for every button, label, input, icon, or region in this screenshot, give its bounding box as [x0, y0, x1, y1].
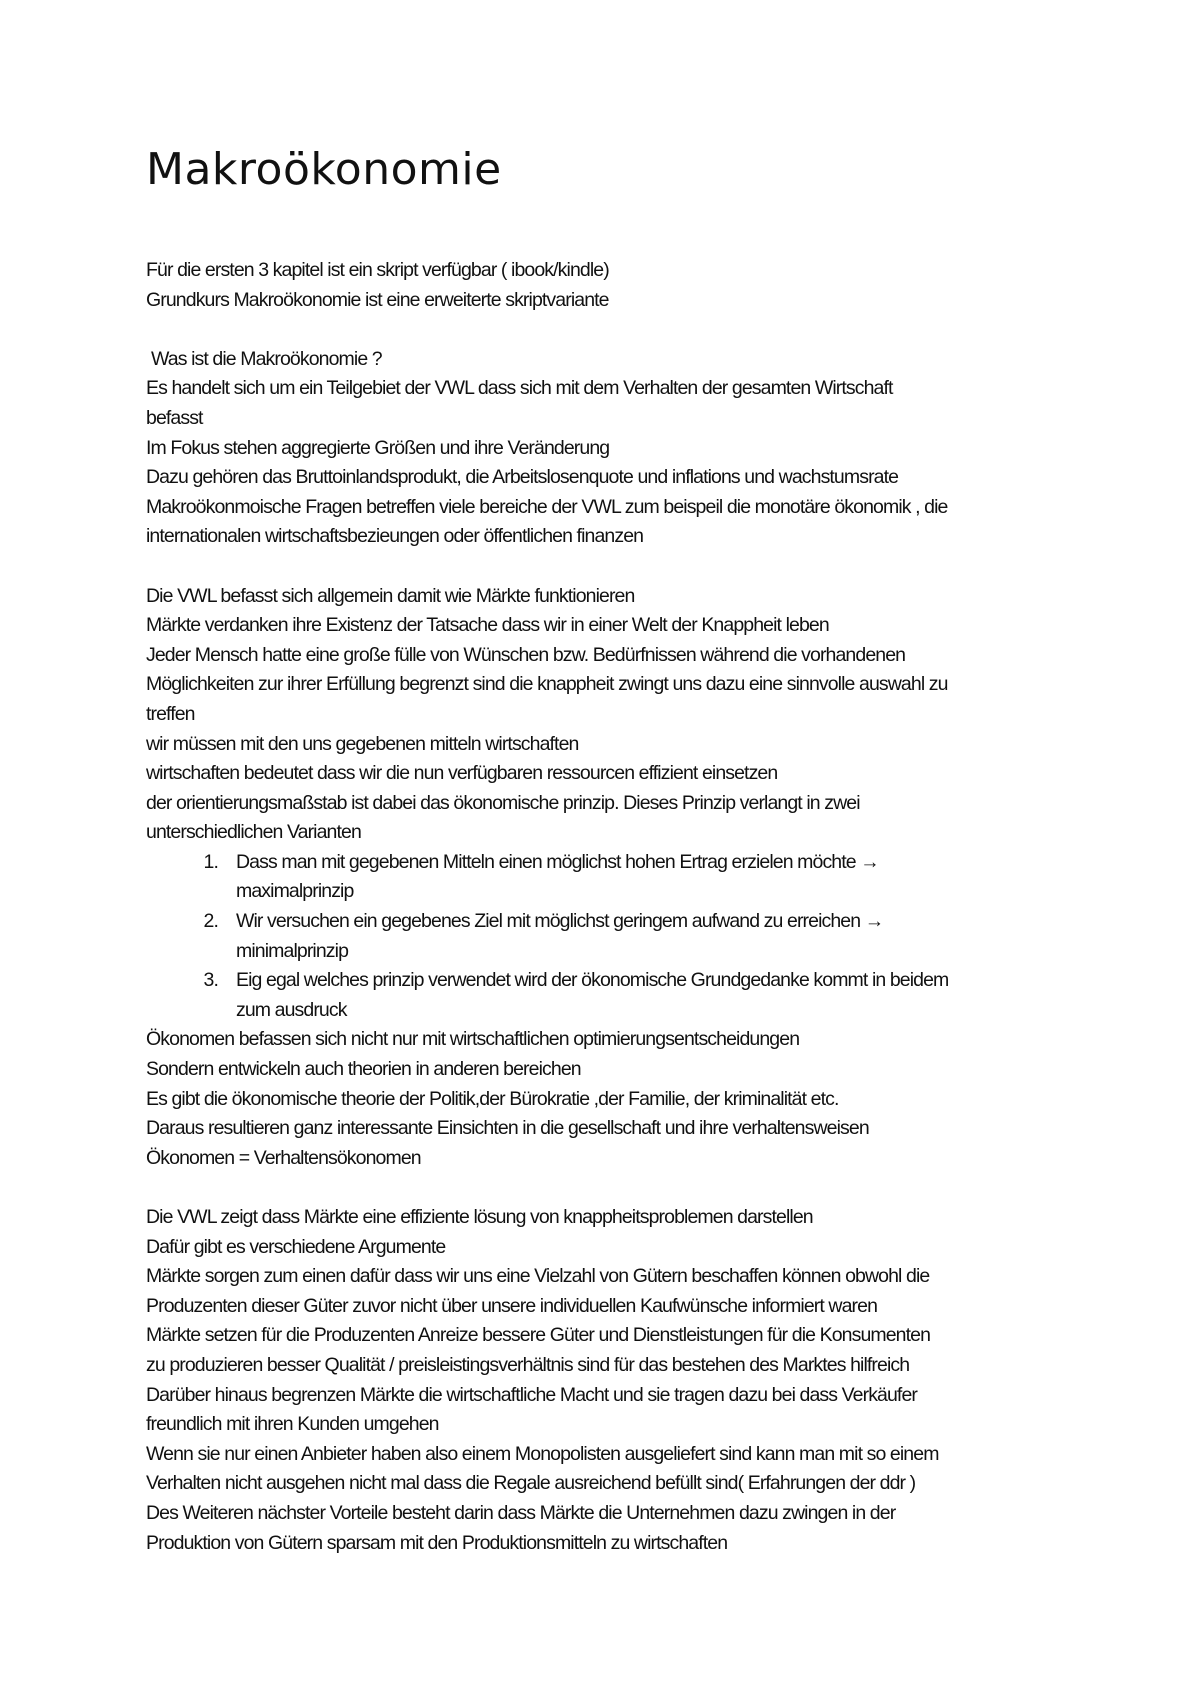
paragraph-line: internationalen wirtschaftsbezieungen oder öffentlichen finanzen: [146, 525, 644, 548]
paragraph-line: Jeder Mensch hatte eine große fülle von Wünschen bzw. Bedürfnissen während die vorhandenen: [146, 643, 906, 666]
paragraph-gap: [146, 315, 1076, 345]
paragraph-line: Die VWL zeigt dass Märkte eine effiziente lösung von knappheitsproblemen darstellen: [146, 1206, 813, 1228]
paragraph-gap: [146, 1173, 1076, 1203]
intro-line-2: Grundkurs Makroökonomie ist eine erweiterte skriptvariante: [146, 288, 609, 311]
paragraph-line: der orientierungsmaßstab ist dabei das ökonomische prinzip. Dieses Prinzip verlangt in zwei: [146, 791, 860, 814]
paragraph-line: Daraus resultieren ganz interessante Einsichten in die gesellschaft und ihre verhaltensweisen: [146, 1117, 869, 1140]
paragraph-line: wir müssen mit den uns gegebenen mitteln wirtschaften: [146, 732, 579, 755]
list-item-text: Dass man mit gegebenen Mitteln einen möglichst hohen Ertrag erzielen möchte →: [236, 850, 879, 873]
numbered-list: [146, 848, 1076, 1026]
paragraph-line: Möglichkeiten zur ihrer Erfüllung begrenzt sind die knappheit zwingt uns dazu eine sinnvolle auswahl zu: [146, 673, 948, 696]
paragraph-line: Märkte sorgen zum einen dafür dass wir uns eine Vielzahl von Gütern beschaffen können obwohl die: [146, 1265, 930, 1288]
list-item-number: 2.: [203, 910, 218, 933]
list-item: [146, 848, 1076, 878]
list-item-text: Wir versuchen ein gegebenes Ziel mit möglichst geringem aufwand zu erreichen →: [236, 910, 884, 933]
list-item: [146, 907, 1076, 937]
paragraph-line: Es handelt sich um ein Teilgebiet der VWL dass sich mit dem Verhalten der gesamten Wirtschaft: [146, 377, 893, 400]
paragraph-line: wirtschaften bedeutet dass wir die nun verfügbaren ressourcen effizient einsetzen: [146, 762, 778, 785]
list-item-text: Eig egal welches prinzip verwendet wird der ökonomische Grundgedanke kommt in beidem: [236, 969, 949, 992]
paragraph-line: Im Fokus stehen aggregierte Größen und ihre Veränderung: [146, 436, 610, 459]
document-page: [146, 0, 1076, 1698]
paragraph-line: Makroökonmoische Fragen betreffen viele bereiche der VWL zum beispeil die monotäre ökonomik , die: [146, 495, 948, 518]
list-item-number: 3.: [203, 969, 218, 992]
paragraph-line: Verhalten nicht ausgehen nicht mal dass die Regale ausreichend befüllt sind( Erfahrungen der ddr ): [146, 1472, 916, 1495]
paragraph-line: zu produzieren besser Qualität / preisleistingsverhältnis sind für das bestehen des Marktes hilfreich: [146, 1353, 910, 1376]
paragraph-line: unterschiedlichen Varianten: [146, 821, 361, 844]
document-body: [146, 256, 1076, 1558]
intro-line-1: Für die ersten 3 kapitel ist ein skript verfügbar ( ibook/kindle): [146, 259, 609, 281]
list-item-number: 1.: [203, 850, 218, 873]
paragraph-line: Wenn sie nur einen Anbieter haben also einem Monopolisten ausgeliefert sind kann man mit so einem: [146, 1442, 939, 1465]
paragraph-gap: [146, 552, 1076, 582]
list-item-text: maximalprinzip: [236, 880, 354, 903]
paragraph-line: Dafür gibt es verschiedene Argumente: [146, 1235, 446, 1258]
document-title: Makroökonomie: [146, 144, 502, 195]
paragraph-line: Ökonomen befassen sich nicht nur mit wirtschaftlichen optimierungsentscheidungen: [146, 1028, 800, 1051]
paragraph-line: treffen: [146, 702, 195, 725]
paragraph-line: Märkte setzen für die Produzenten Anreize bessere Güter und Dienstleistungen für die Konsumenten: [146, 1324, 931, 1347]
list-item-continuation: [146, 877, 1076, 907]
list-item-continuation: [146, 937, 1076, 967]
paragraph-line: befasst: [146, 406, 203, 429]
paragraph-line: freundlich mit ihren Kunden umgehen: [146, 1413, 439, 1436]
paragraph-line: Dazu gehören das Bruttoinlandsprodukt, die Arbeitslosenquote und inflations und wachstumsrate: [146, 466, 899, 489]
list-item: [146, 966, 1076, 996]
list-item-text: minimalprinzip: [236, 939, 349, 962]
paragraph-line: Die VWL befasst sich allgemein damit wie Märkte funktionieren: [146, 584, 635, 607]
paragraph-line: Es gibt die ökonomische theorie der Politik,der Bürokratie ,der Familie, der kriminalität etc.: [146, 1087, 839, 1110]
paragraph-line: Produzenten dieser Güter zuvor nicht über unsere individuellen Kaufwünsche informiert waren: [146, 1294, 878, 1317]
paragraph-line: Des Weiteren nächster Vorteile besteht darin dass Märkte die Unternehmen dazu zwingen in der: [146, 1501, 896, 1524]
paragraph-line: Ökonomen = Verhaltensökonomen: [146, 1146, 421, 1169]
paragraph-line: Sondern entwickeln auch theorien in anderen bereichen: [146, 1058, 581, 1081]
section-question: Was ist die Makroökonomie ?: [151, 347, 382, 370]
list-item-continuation: [146, 996, 1076, 1026]
list-item-text: zum ausdruck: [236, 998, 347, 1021]
paragraph-line: Darüber hinaus begrenzen Märkte die wirtschaftliche Macht und sie tragen dazu bei dass Verkäufer: [146, 1383, 917, 1406]
paragraph-line: Produktion von Gütern sparsam mit den Produktionsmitteln zu wirtschaften: [146, 1531, 728, 1554]
paragraph-line: Märkte verdanken ihre Existenz der Tatsache dass wir in einer Welt der Knappheit leben: [146, 614, 829, 637]
